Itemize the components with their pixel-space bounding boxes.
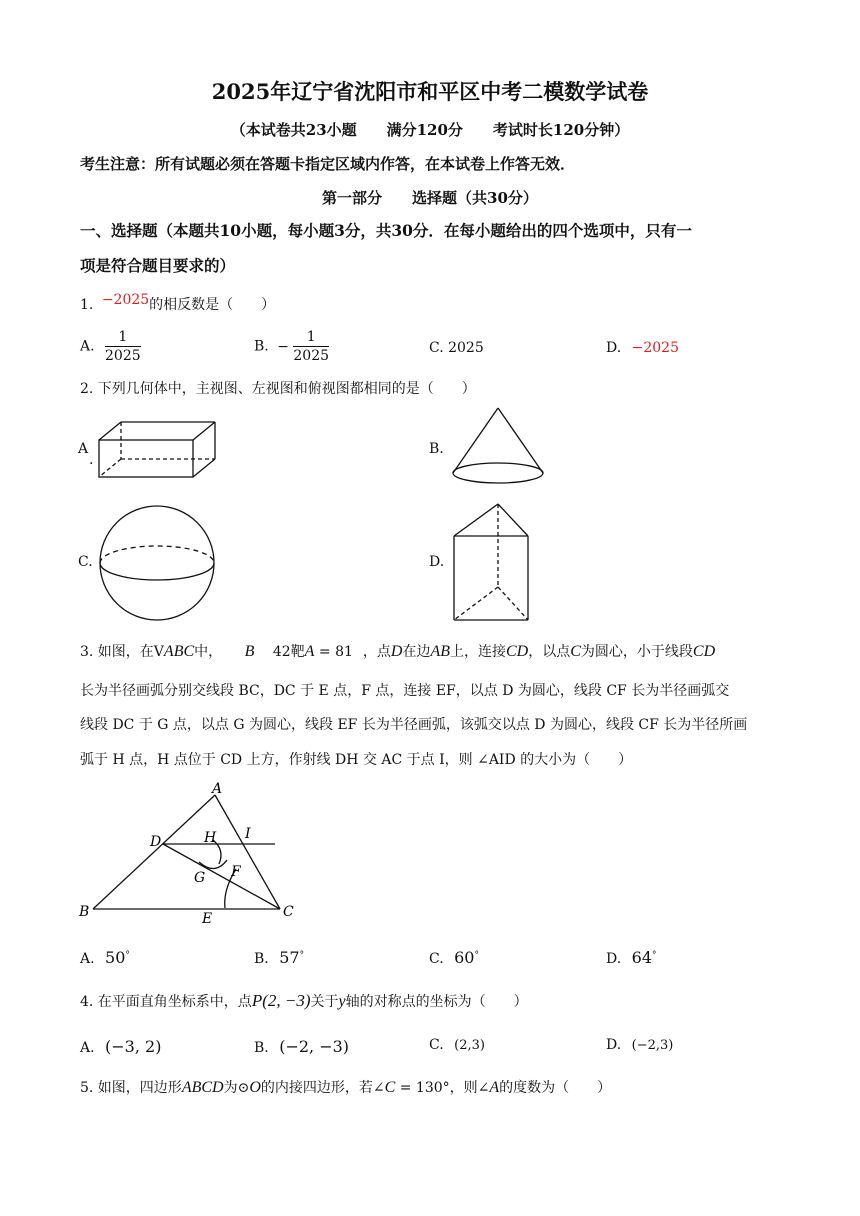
question-value: −2025 bbox=[101, 292, 150, 308]
math-var: ABCD bbox=[181, 1079, 224, 1096]
text: 轴的对称点的坐标为（ ） bbox=[345, 994, 528, 1010]
q2-option-d-label: D. bbox=[429, 554, 445, 570]
text: 4. 在平面直角坐标系中，点 bbox=[80, 994, 252, 1010]
math-var: CD bbox=[692, 643, 716, 660]
option-label: B. bbox=[254, 338, 269, 355]
q1-option-b bbox=[254, 328, 329, 365]
question-3-line3: 线段 DC 于 G 点，以点 G 为圆心，线段 EF 长为半径画弧，该弧交以点 D 为圆心，线段 CF 长为半径所画 bbox=[80, 717, 748, 733]
exam-subtitle: （本试卷共23小题 满分120分 考试时长120分钟） bbox=[230, 121, 630, 139]
math-var: A bbox=[304, 643, 315, 660]
math-var: O bbox=[249, 1079, 261, 1096]
option-label: A. bbox=[80, 338, 95, 355]
text: ，点 bbox=[362, 644, 391, 660]
option-label: D. bbox=[606, 1037, 622, 1053]
degree-symbol: ° bbox=[125, 950, 130, 961]
math-var: AB bbox=[430, 643, 450, 660]
math-var: C bbox=[384, 1079, 396, 1096]
fig-label-g: G bbox=[194, 870, 206, 886]
q3-option-d bbox=[606, 948, 657, 967]
minus-sign: − bbox=[277, 338, 289, 355]
math-var: D bbox=[390, 643, 403, 660]
text: ，以点 bbox=[528, 644, 571, 660]
degree-symbol: ° bbox=[474, 950, 479, 961]
text: 在边 bbox=[402, 644, 431, 660]
math-var: ABC bbox=[163, 643, 195, 660]
triangle-construction-figure bbox=[75, 782, 305, 927]
option-label: B. bbox=[254, 951, 269, 967]
page-title: 2025年辽宁省沈阳市和平区中考二模数学试卷 bbox=[211, 79, 649, 104]
sphere-figure bbox=[97, 505, 219, 623]
text: 为圆心，小于线段 bbox=[580, 644, 693, 660]
section-heading-line2: 项是符合题目要求的） bbox=[80, 256, 236, 275]
fig-label-d: D bbox=[150, 834, 162, 850]
q3-option-a bbox=[80, 948, 130, 967]
text: 上，连接 bbox=[450, 644, 506, 660]
q4-option-a bbox=[80, 1037, 161, 1056]
q1-option-a bbox=[80, 328, 141, 365]
fig-label-i: I bbox=[245, 826, 251, 842]
text: 关于 bbox=[310, 994, 339, 1010]
q4-option-b bbox=[254, 1037, 349, 1056]
option-value: 60 bbox=[454, 948, 475, 967]
option-label: A. bbox=[80, 1040, 95, 1056]
fig-label-f: F bbox=[231, 864, 241, 880]
q3-option-c bbox=[429, 948, 479, 967]
cone-figure bbox=[448, 405, 548, 487]
option-label: D. bbox=[606, 951, 622, 967]
section-heading-line1: 一、选择题（本题共10小题，每小题3分，共30分．在每小题给出的四个选项中，只有一 bbox=[80, 221, 692, 240]
q1-option-c: C. 2025 bbox=[429, 340, 484, 356]
q2-option-c-label: C. bbox=[78, 554, 93, 570]
math-point: P(2, −3) bbox=[251, 991, 311, 1010]
option-label: B. bbox=[254, 1040, 269, 1056]
question-3-line2: 长为半径画弧分别交线段 BC，DC 于 E 点，F 点，连接 EF，以点 D 为圆心，线段 CF 长为半径画弧交 bbox=[80, 683, 730, 699]
option-value: (−2,3) bbox=[631, 1038, 674, 1053]
text: 3. 如图，在V bbox=[80, 644, 164, 660]
question-number: 1. bbox=[80, 297, 94, 313]
math-var: A bbox=[489, 1079, 500, 1096]
q2-option-b-label: B. bbox=[429, 441, 444, 457]
exam-notice: 考生注意：所有试题必须在答题卡指定区域内作答，在本试卷上作答无效． bbox=[80, 155, 576, 173]
fig-label-e: E bbox=[202, 911, 213, 927]
question-1 bbox=[80, 294, 275, 314]
option-value: −2025 bbox=[631, 340, 679, 356]
option-label: C. bbox=[429, 1037, 444, 1053]
question-3-line1 bbox=[80, 641, 715, 661]
q2-option-a-label: A bbox=[78, 441, 89, 457]
option-label: C. bbox=[429, 951, 444, 967]
question-2: 2. 下列几何体中，主视图、左视图和俯视图都相同的是（ ） bbox=[80, 381, 476, 397]
text: 5. 如图，四边形 bbox=[80, 1080, 182, 1096]
text: = 81 bbox=[314, 644, 353, 660]
text: 中， bbox=[194, 644, 223, 660]
fraction bbox=[105, 328, 141, 365]
option-label: A. bbox=[80, 951, 95, 967]
option-value: (−3, 2) bbox=[105, 1037, 162, 1056]
question-3-line4: 弧于 H 点，H 点位于 CD 上方，作射线 DH 交 AC 于点 I，则 ∠AID 的大小为（ ） bbox=[80, 752, 633, 768]
math-var: C bbox=[570, 643, 581, 660]
text: = 130°，则∠ bbox=[395, 1080, 490, 1096]
q4-option-d bbox=[606, 1037, 673, 1053]
fig-label-b: B bbox=[79, 904, 90, 920]
option-value: (2,3) bbox=[454, 1038, 485, 1053]
q4-option-c bbox=[429, 1037, 485, 1053]
numerator: 1 bbox=[293, 328, 329, 347]
math-var: CD bbox=[506, 643, 529, 660]
cuboid-figure bbox=[95, 418, 225, 480]
part-heading: 第一部分 选择题（共30分） bbox=[322, 189, 538, 207]
text: 的内接四边形，若∠ bbox=[260, 1080, 385, 1096]
question-5 bbox=[80, 1077, 611, 1097]
text: 为⊙ bbox=[223, 1080, 250, 1096]
fig-label-c: C bbox=[283, 904, 294, 920]
text: 的度数为（ ） bbox=[499, 1080, 612, 1096]
option-value: 64 bbox=[631, 948, 652, 967]
degree-symbol: ° bbox=[299, 950, 305, 961]
fig-label-h: H bbox=[204, 830, 217, 846]
option-label: D. bbox=[606, 340, 622, 356]
option-value: 57 bbox=[279, 948, 300, 967]
denominator: 2025 bbox=[105, 348, 141, 364]
degree-symbol: ° bbox=[652, 950, 657, 961]
text: 42靶 bbox=[272, 644, 305, 660]
question-4 bbox=[80, 991, 528, 1011]
q1-option-d bbox=[606, 340, 679, 356]
math-var: y bbox=[338, 993, 346, 1010]
fraction bbox=[293, 328, 329, 365]
prism-figure bbox=[450, 500, 532, 624]
option-value: (−2, −3) bbox=[279, 1037, 350, 1056]
fig-label-a: A bbox=[212, 781, 223, 797]
option-value: 50 bbox=[105, 948, 126, 967]
math-var: B bbox=[244, 643, 255, 660]
q2-option-a-dot: . bbox=[89, 452, 94, 468]
numerator: 1 bbox=[105, 328, 141, 347]
q3-option-b bbox=[254, 948, 304, 967]
question-text: 的相反数是（ ） bbox=[149, 297, 276, 313]
denominator: 2025 bbox=[293, 348, 330, 364]
